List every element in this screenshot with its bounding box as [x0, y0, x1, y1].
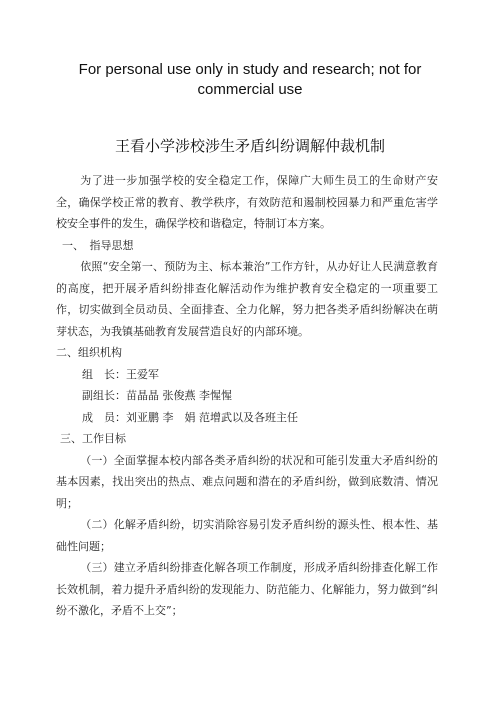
guiding-principles-paragraph: 依照“安全第一、预防为主、标本兼治”工作方针，从办好让人民满意教育的高度，把开展矛盾纠纷排查化解活动作为维护教育安全稳定的一项重要工作，切实做到全员动员、全面排查、全力化解，努力把各类矛盾纠纷解决在萌芽状态，为我镇基础教育发展营造良好的内部环境。	[56, 260, 438, 338]
watermark-notice	[60, 60, 440, 100]
org-leader: 组 长：王爱军	[82, 367, 159, 381]
watermark-line-1: For personal use only in study and research; not for	[78, 61, 422, 78]
document-body	[56, 170, 438, 622]
section-heading-goals: 三、工作目标	[60, 432, 126, 445]
goal-item-2: （二）化解矛盾纠纷，切实消除容易引发矛盾纠纷的源头性、根本性、基础性问题；	[56, 518, 438, 553]
goal-item-1: （一）全面掌握本校内部各类矛盾纠纷的状况和可能引发重大矛盾纠纷的基本因素，找出突出的热点、难点问题和潜在的矛盾纠纷，做到底数清、情况明；	[56, 453, 438, 510]
goal-item-3: （三）建立矛盾纠纷排查化解各项工作制度，形成矛盾纠纷排查化解工作长效机制，着力提升矛盾纠纷的发现能力、防范能力、化解能力，努力做到“纠纷不激化，矛盾不上交”；	[56, 561, 438, 617]
watermark-line-2: commercial use	[197, 81, 303, 98]
org-deputy-leaders: 副组长：苗晶晶 张俊燕 李惺惺	[82, 389, 232, 402]
section-heading-guiding-principles: 一、 指导思想	[62, 238, 134, 252]
org-members: 成 员：刘亚鹏 李 娟 范增武以及各班主任	[82, 410, 298, 424]
document-title: 王看小学涉校涉生矛盾纠纷调解仲裁机制	[114, 137, 385, 155]
section-heading-organization: 二、组织机构	[56, 346, 122, 359]
intro-paragraph: 为了进一步加强学校的安全稳定工作，保障广大师生员工的生命财产安全，确保学校正常的教育、教学秩序，有效防范和遏制校园暴力和严重危害学校安全事件的发生，确保学校和谐稳定，特制订本方案。	[56, 174, 438, 230]
